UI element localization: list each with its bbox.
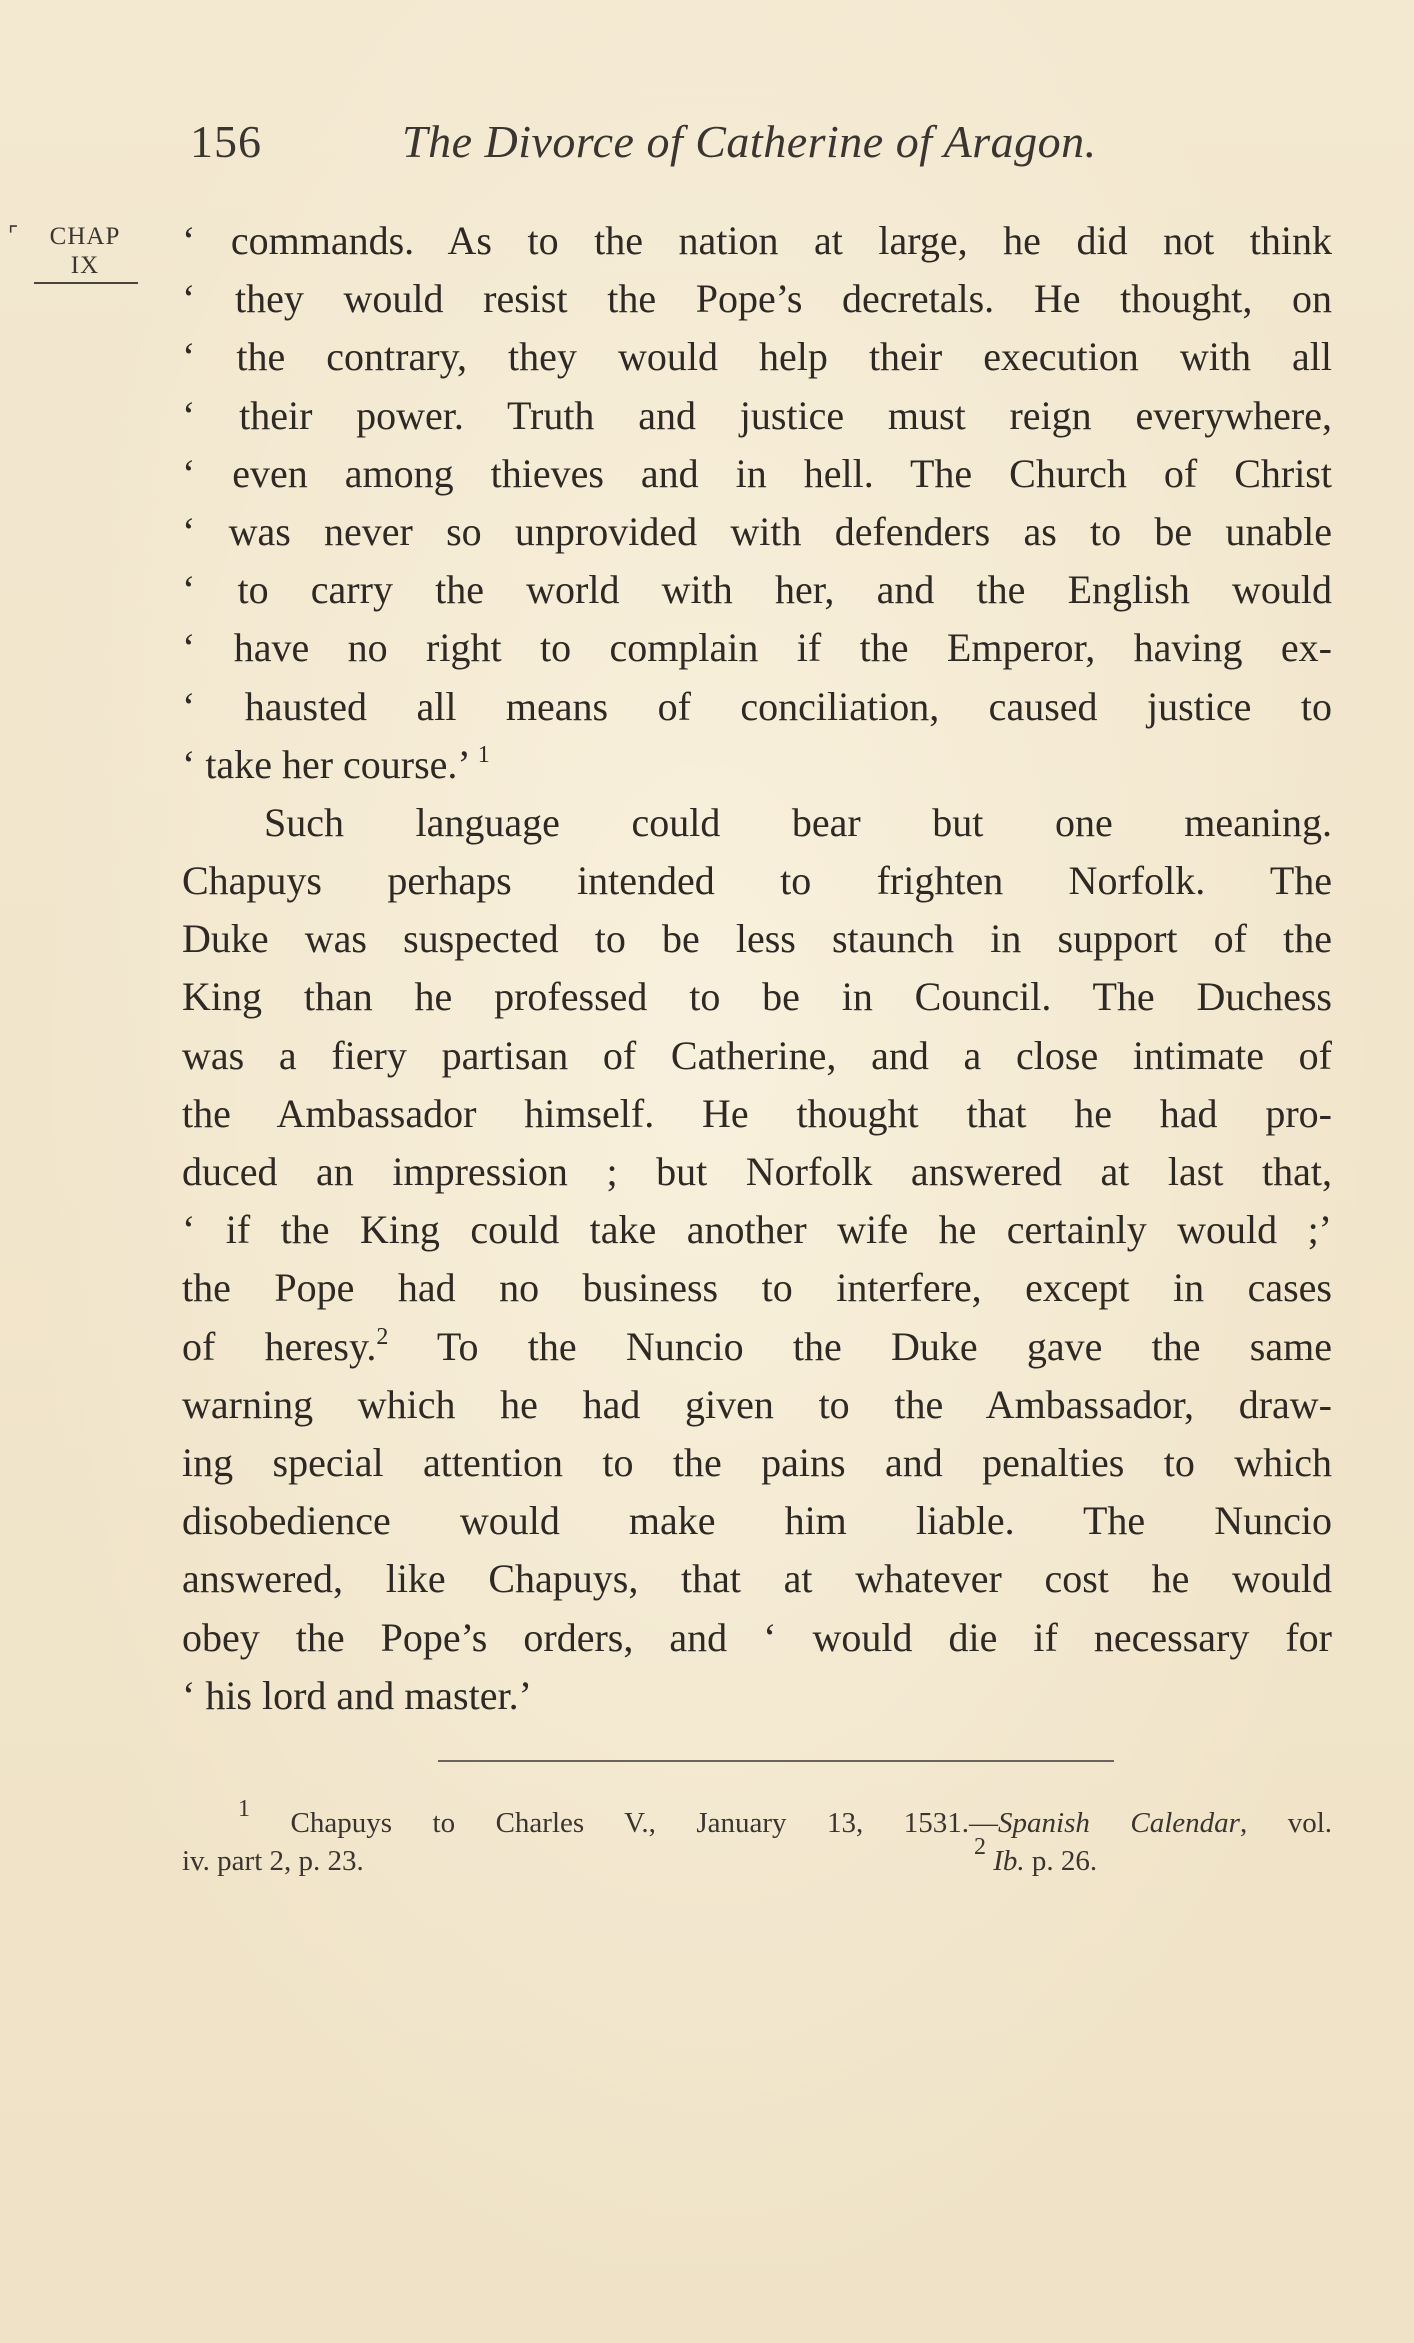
text-line: obey the Pope’s orders, and ‘ would die if necessary for [182, 1614, 1332, 1660]
text-line: was a fiery partisan of Catherine, and a close intimate of [182, 1032, 1332, 1078]
text-line [182, 1318, 1332, 1376]
text-line: ‘ if the King could take another wife he certainly would ;’ [182, 1207, 1332, 1253]
footnote-2-text: p. 26. [1024, 1845, 1098, 1877]
corner-mark: ⌜ [8, 222, 20, 247]
text-line: ‘ hausted all means of conciliation, caused justice to [182, 683, 1332, 729]
footnote-rule [438, 1760, 1114, 1762]
text-line: ‘ to carry the world with her, and the English would [182, 567, 1332, 613]
text-line: the Pope had no business to interfere, except in cases [182, 1265, 1332, 1311]
text-line: Chapuys perhaps intended to frighten Norfolk. The [182, 858, 1332, 904]
text-line-content: of heresy. [182, 1323, 377, 1369]
text-line: ‘ commands. As to the nation at large, he did not think [182, 218, 1332, 263]
footnote-2-mark: 2 [974, 1834, 986, 1860]
page-number: 156 [190, 116, 262, 167]
footnote-1 [182, 1796, 1333, 1842]
text-line-continuation: To the Nuncio the Duke gave the same [436, 1323, 1332, 1369]
text-line: warning which he had given to the Ambassador, draw- [182, 1381, 1332, 1427]
chapter-numeral: IX [70, 252, 100, 279]
text-line: ‘ the contrary, they would help their execution with all [182, 334, 1332, 380]
text-line: ‘ have no right to complain if the Emperor, having ex- [182, 625, 1332, 671]
chapter-rule [34, 282, 138, 284]
footnote-ref-1: 1 [477, 741, 490, 768]
footnote-1-source: Spanish Calendar [998, 1807, 1240, 1839]
text-line: ing special attention to the pains and penalties to which [182, 1439, 1332, 1485]
footnote-1-text: Chapuys to Charles V., January 13, 1531.— [290, 1807, 999, 1839]
page-header [190, 112, 1190, 172]
text-line: King than he professed to be in Council. The Duchess [182, 974, 1332, 1020]
chapter-margin-note [8, 222, 140, 284]
text-line: ‘ even among thieves and in hell. The Church of Christ [182, 450, 1332, 496]
footnote-ref-2: 2 [376, 1323, 389, 1350]
running-title: The Divorce of Catherine of Aragon. [402, 116, 1097, 167]
footnote-2-ibid: Ib. [993, 1845, 1025, 1877]
text-line: duced an impression ; but Norfolk answered at last that, [182, 1149, 1332, 1194]
text-line: ‘ was never so unprovided with defenders as to be unable [182, 508, 1332, 554]
text-line: Such language could bear but one meaning. [264, 799, 1332, 845]
text-line: disobedience would make him liable. The Nuncio [182, 1498, 1332, 1544]
footnote-1-tail: , vol. [1239, 1807, 1333, 1839]
text-line: ‘ their power. Truth and justice must reign everywhere, [182, 392, 1332, 438]
footnotes [182, 1796, 1333, 1880]
text-line: ‘ his lord and master.’ [182, 1672, 532, 1718]
body-text [182, 212, 1332, 1725]
text-line: the Ambassador himself. He thought that he had pro- [182, 1090, 1332, 1136]
footnote-2 [974, 1834, 1098, 1880]
text-line: Duke was suspected to be less staunch in support of the [182, 916, 1332, 962]
text-line [182, 736, 1332, 794]
footnote-1-continued [182, 1834, 1332, 1880]
footnote-1-mark: 1 [238, 1796, 250, 1822]
footnote-1-line2: iv. part 2, p. 23. [182, 1845, 364, 1877]
text-line: answered, like Chapuys, that at whatever cost he would [182, 1556, 1332, 1602]
text-line: ‘ they would resist the Pope’s decretals. He thought, on [182, 276, 1332, 322]
text-line-content: ‘ take her course.’ [182, 741, 468, 787]
chapter-label: CHAP [49, 223, 121, 250]
